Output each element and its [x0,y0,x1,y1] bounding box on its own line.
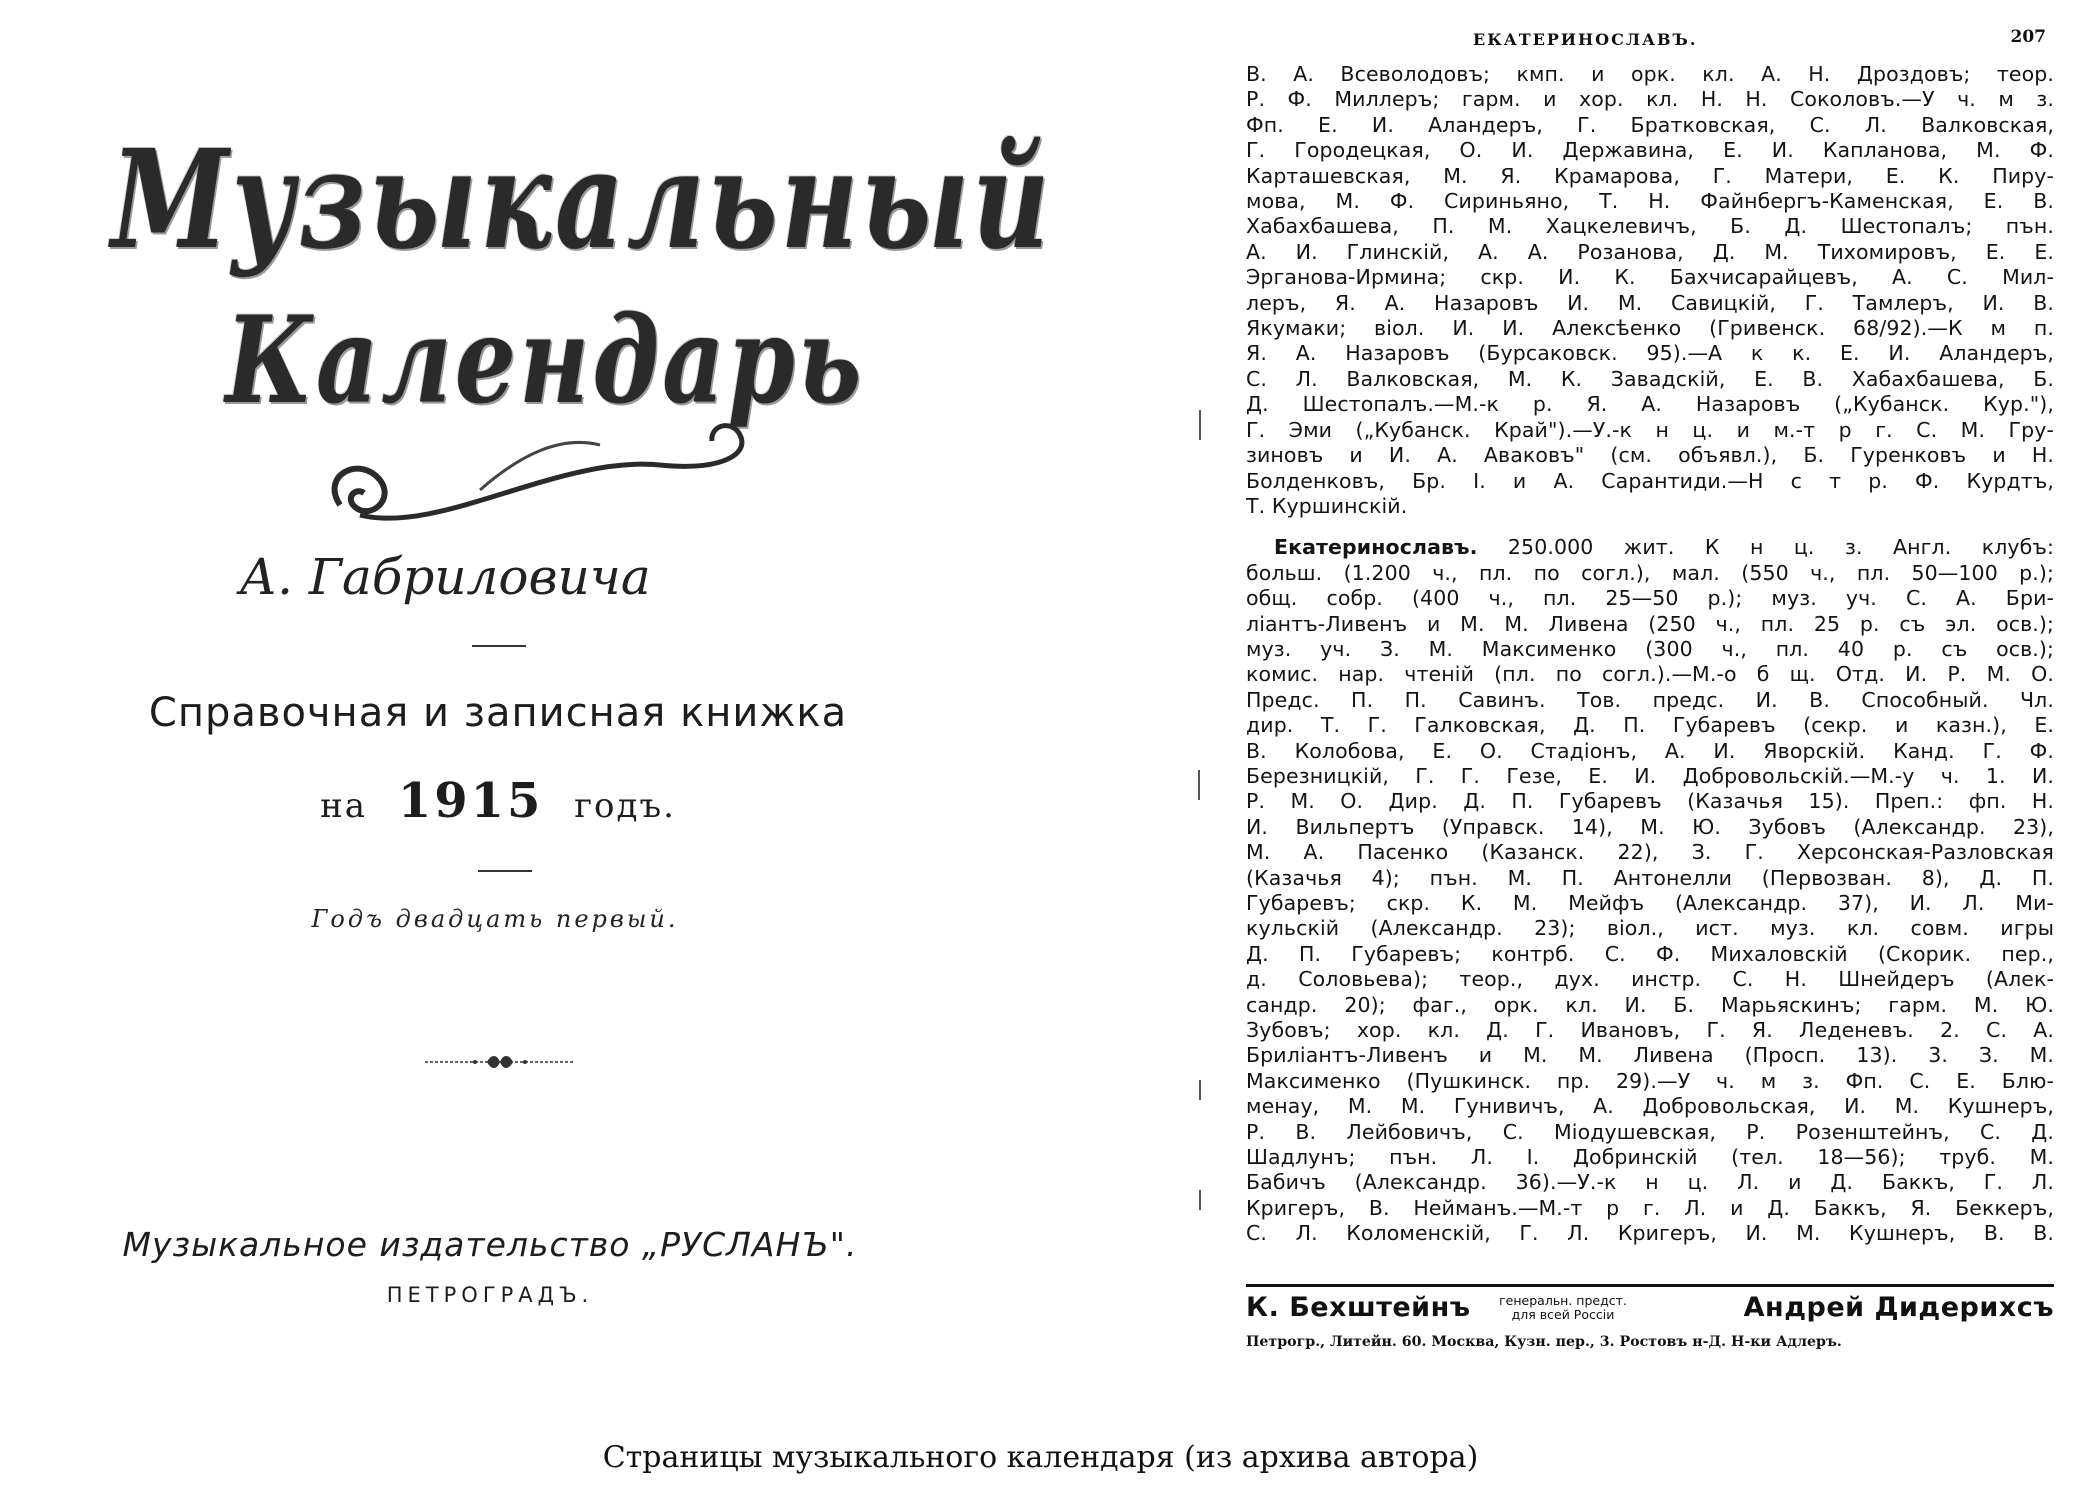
text-line: Бриліантъ-Ливенъ и М. М. Ливена (Просп. 13). 3. З. М. [1246,1043,2054,1068]
advertisement [1246,1292,2054,1354]
ad-middle-line-2: для всей Россіи [1511,1307,1615,1322]
text-line: Р. В. Лейбовичъ, С. Міодушевская, Р. Розенштейнъ, С. Д. [1246,1119,2054,1144]
text-line: Хабахбашева, П. М. Хацкелевичъ, Б. Д. Шестопалъ; пън. [1246,214,2054,239]
text-line: леръ, Я. А. Назаровъ И. М. Савицкій, Г. Тамлеръ, И. В. [1246,290,2054,315]
ad-diederichs: Андрей Дидерихсъ [1743,1292,2054,1323]
text-line: Предс. П. П. Савинъ. Тов. предс. И. В. Способный. Чл. [1246,687,2054,712]
title-page [0,0,1053,1420]
text-line: Эрганова-Ирмина; скр. И. К. Бахчисарайцевъ, А. С. Мил- [1246,265,2054,290]
text-line: зиновъ и И. А. Аваковъ" (см. объявл.), Б. Гуренковъ и Н. [1246,443,2054,468]
margin-pencil-marks [1190,380,1210,1230]
paragraph-gap [1246,519,2054,535]
city-heading: Екатеринославъ. [1274,535,1478,560]
text-line: С. Л. Коломенскій, Г. Л. Кригеръ, И. М. Кушнеръ, В. В. [1246,1221,2054,1246]
text-line: Фп. Е. И. Аландеръ, Г. Братковская, С. Л. Валковская, [1246,112,2054,137]
text-line: Бабичъ (Александр. 36).—У.-к н ц. Л. и Д. Баккъ, Г. Л. [1246,1170,2054,1195]
leaf-ornament [425,1050,575,1074]
edition-note: Годъ двадцать первый. [311,905,679,933]
ad-addresses: Петрогр., Литейн. 60. Москва, Кузн. пер., 3. Ростовъ н-Д. Н-ки Адлеръ. [1246,1334,1842,1350]
year-prefix: на [320,786,368,826]
text-line: Т. Куршинскій. [1246,493,1408,518]
text-line: Р. М. О. Дир. Д. П. Губаревъ (Казачья 15). Преп.: фп. Н. [1246,789,2054,814]
text-line: муз. уч. З. М. Максименко (300 ч., пл. 40 р. съ осв.); [1246,636,2054,661]
text-line: д. Соловьева); теор., дух. инстр. С. Н. Шнейдеръ (Алек- [1246,967,2054,992]
ad-middle-line-1: генеральн. предст. [1499,1293,1627,1308]
text-line: Шадлунъ; пън. Л. І. Добринскій (тел. 18—56); труб. М. [1246,1145,2054,1170]
figure-caption: Страницы музыкального календаря (из архива автора) [602,1440,1479,1475]
text-line: Зубовъ; хор. кл. Д. Г. Ивановъ, Г. Я. Леденевъ. 2. С. А. [1246,1018,2054,1043]
text-line: Губаревъ; скр. К. М. Мейфъ (Александр. 37), И. Л. Ми- [1246,891,2054,915]
text-line: сандр. 20); фаг., орк. кл. И. Б. Марьяскинъ; гарм. М. Ю. [1246,992,2054,1017]
text-line: Г. Городецкая, О. И. Державина, Е. И. Капланова, М. Ф. [1246,138,2054,163]
year-suffix: годъ. [574,786,676,826]
ad-bechstein: К. Бехштейнъ [1246,1292,1471,1323]
page-number: 207 [2010,27,2046,47]
subtitle: Справочная и записная книжка [148,690,848,736]
publisher-city: ПЕТРОГРАДЪ. [386,1283,594,1307]
text-line: Д. Шестопалъ.—М.-к р. Я. А. Назаровъ („Кубанск. Кур."), [1246,392,2054,417]
text-line: ліантъ-Ливенъ и М. М. Ливена (250 ч., пл. 25 р. съ эл. осв.); [1246,611,2054,636]
text-line: Болденковъ, Бр. I. и А. Сарантиди.—Н с т р. Ф. Курдтъ, [1246,468,2054,493]
text-line: (Казачья 4); пън. М. П. Антонелли (Первозван. 8), Д. П. [1246,865,2054,890]
text-line: больш. (1.200 ч., пл. по согл.), мал. (550 ч., пл. 50—100 р.); [1246,560,2054,585]
text-line: Кригеръ, В. Нейманъ.—М.-т р г. Л. и Д. Баккъ, Я. Беккеръ, [1246,1195,2054,1220]
text-line: В. Колобова, Е. О. Стадіонъ, А. И. Яворскій. Канд. Г. Ф. [1246,738,2054,763]
directory-page [1130,0,2081,1420]
text-line: Березницкій, Г. Г. Гезе, Е. И. Добровольскій.—М.-у ч. 1. И. [1246,763,2054,788]
text-line: Карташевская, М. Я. Крамарова, Г. Матери, Е. К. Пиру- [1246,163,2054,188]
text-line: комис. нар. чтеній (пл. по согл.).—М.-о б щ. Отд. И. Р. М. О. [1246,662,2054,687]
text-line: А. И. Глинскій, А. А. Розанова, Д. М. Тихомировъ, Е. Е. [1246,239,2054,264]
text-line: Д. П. Губаревъ; контрб. С. Ф. Михаловскій (Скорик. пер., [1246,941,2054,966]
publisher: Музыкальное издательство „РУСЛАНЪ". [122,1225,858,1264]
text-line: И. Вильпертъ (Управск. 14), М. Ю. Зубовъ (Александр. 23), [1246,814,2054,839]
title-flourish-ornament [300,395,770,545]
directory-body-text [1246,62,2054,1247]
text-line: менау, М. М. Гунивичъ, А. Добровольская, И. М. Кушнеръ, [1246,1094,2054,1119]
text-line: Я. А. Назаровъ (Бурсаковск. 95).—А к к. Е. И. Аландеръ, [1246,341,2054,366]
title-line-2: Календарь [225,290,865,431]
text-line: Р. Ф. Миллеръ; гарм. и хор. кл. Н. Н. Соколовъ.—У ч. м з. [1246,87,2054,112]
text-line: мова, М. Ф. Сириньяно, Т. Н. Файнбергъ-Каменская, Е. В. [1246,189,2054,214]
text-line: М. А. Пасенко (Казанск. 22), З. Г. Херсонская-Разловская [1246,840,2054,865]
text-line: С. Л. Валковская, М. К. Завадскій, Е. В. Хабахбашева, Б. [1246,366,2054,391]
text-line: кульскій (Александр. 23); віол., ист. муз. кл. совм. игры [1246,916,2054,941]
year: 1915 [397,773,544,829]
ad-general-agent [1478,1294,1648,1322]
text-line: Якумаки; віол. И. И. Алексѣенко (Гривенск. 68/92).—К м п. [1246,316,2054,341]
running-head: ЕКАТЕРИНОСЛАВЪ. [1473,30,1698,49]
text-line: Екатеринославъ. 250.000 жит. К н ц. з. Англ. клубъ: [1274,535,2054,560]
divider-rule [472,645,526,647]
text-line: общ. собр. (400 ч., пл. 25—50 р.); муз. уч. С. А. Бри- [1246,586,2054,611]
author-name: А. Габриловича [239,548,651,606]
text-line: Максименко (Пушкинск. пр. 29).—У ч. м з. Фп. С. Е. Блю- [1246,1068,2054,1093]
text-line: В. А. Всеволодовъ; кмп. и орк. кл. А. Н. Дроздовъ; теор. [1246,62,2054,86]
title-line-1: Музыкальный [111,120,1053,280]
text-line: Г. Эми („Кубанск. Край").—У.-к н ц. и м.-т р г. С. М. Гру- [1246,417,2054,442]
advertisement-rule [1246,1284,2054,1287]
divider-rule [478,870,532,872]
text-line: дир. Т. Г. Галковская, Д. П. Губаревъ (секр. и казн.), Е. [1246,713,2054,738]
year-line [0,773,1003,829]
